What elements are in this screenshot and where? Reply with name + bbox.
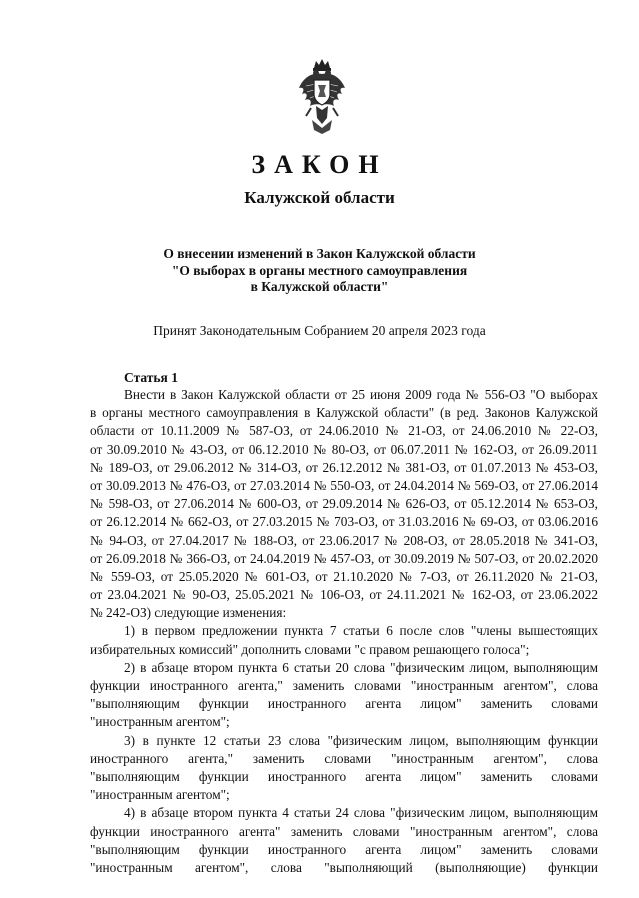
law-subject [0, 246, 639, 296]
body-line: от 26.12.2014 № 662-ОЗ, от 27.03.2015 № 703-ОЗ, от 31.03.2016 № 69-ОЗ, от 03.06.2016 [90, 514, 598, 530]
adoption-note: Принят Законодательным Собранием 20 апреля 2023 года [153, 323, 486, 338]
coat-of-arms-emblem [294, 58, 350, 138]
body-line: № 94-ОЗ, от 27.04.2017 № 188-ОЗ, от 23.06.2017 № 208-ОЗ, от 28.05.2018 № 341-ОЗ, [90, 532, 598, 548]
body-line: № 242-ОЗ) следующие изменения: [90, 605, 287, 621]
body-line: иностранного агента," заменить словами "иностранным агентом", слова [90, 750, 598, 766]
subject-line: О внесении изменений в Закон Калужской области [163, 246, 476, 261]
body-line: избирательных комиссий" дополнить словами "с правом решающего голоса"; [90, 641, 530, 657]
body-line: от 30.09.2010 № 43-ОЗ, от 06.12.2010 № 80-ОЗ, от 06.07.2011 № 162-ОЗ, от 26.09.2011 [90, 441, 598, 457]
law-title: ЗАКОН [251, 150, 388, 179]
body-line: Внести в Закон Калужской области от 25 июня 2009 года № 556-ОЗ "О выборах [124, 387, 598, 402]
body-line: 1) в первом предложении пункта 7 статьи 6 после слов "члены вышестоящих [124, 623, 598, 639]
subject-line: в Калужской области" [250, 279, 389, 294]
body-line: функции иностранного агента," заменить словами "иностранным агентом", слова [90, 678, 598, 693]
body-line: № 559-ОЗ, от 25.05.2020 № 601-ОЗ, от 21.10.2020 № 7-ОЗ, от 26.11.2020 № 21-ОЗ, [90, 568, 598, 584]
body-line: от 23.04.2021 № 90-ОЗ, 25.05.2021 № 106-ОЗ, от 24.11.2021 № 162-ОЗ, от 23.06.2022 [90, 587, 598, 603]
body-line: "иностранным агентом"; [90, 714, 230, 730]
body-line: "выполняющим функции иностранного агента лицом" заменить словами [90, 841, 598, 857]
body-line: 2) в абзаце втором пункта 6 статьи 20 слова "физическим лицом, выполняющим [124, 659, 598, 675]
body-line: "выполняющим функции иностранного агента лицом" заменить словами [90, 696, 598, 712]
subject-line: "О выборах в органы местного самоуправления [171, 262, 468, 278]
body-line: 4) в абзаце втором пункта 4 статьи 24 слова "физическим лицом, выполняющим [124, 805, 598, 821]
body-line: "выполняющим функции иностранного агента лицом" заменить словами [90, 768, 598, 784]
region-name: Калужской области [244, 188, 395, 207]
body-line: "иностранным агентом"; [90, 787, 230, 803]
body-line: от 26.09.2018 № 366-ОЗ, от 24.04.2019 № 457-ОЗ, от 30.09.2019 № 507-ОЗ, от 20.02.2020 [90, 550, 598, 566]
body-line: в органы местного самоуправления в Калужской области" (в ред. Законов Калужской [90, 405, 598, 421]
body-line: области от 10.11.2009 № 587-ОЗ, от 24.06.2010 № 21-ОЗ, от 24.06.2010 № 22-ОЗ, [90, 423, 598, 439]
body-line: 3) в пункте 12 статьи 23 слова "физическим лицом, выполняющим функции [124, 732, 598, 748]
body-line: "иностранным агентом", слова "выполняющий (выполняющие) функции [90, 859, 598, 875]
body-line: функции иностранного агента" заменить словами "иностранным агентом", слова [90, 823, 598, 839]
body-line: № 189-ОЗ, от 29.06.2012 № 314-ОЗ, от 26.12.2012 № 381-ОЗ, от 01.07.2013 № 453-ОЗ, [90, 459, 598, 475]
body-line: от 30.09.2013 № 476-ОЗ, от 27.03.2014 № 550-ОЗ, от 24.04.2014 № 569-ОЗ, от 27.06.2014 [90, 477, 598, 493]
body-line: № 598-ОЗ, от 27.06.2014 № 600-ОЗ, от 29.09.2014 № 626-ОЗ, от 05.12.2014 № 653-ОЗ, [90, 496, 598, 512]
article-body [90, 386, 598, 877]
article-heading: Статья 1 [124, 370, 178, 385]
